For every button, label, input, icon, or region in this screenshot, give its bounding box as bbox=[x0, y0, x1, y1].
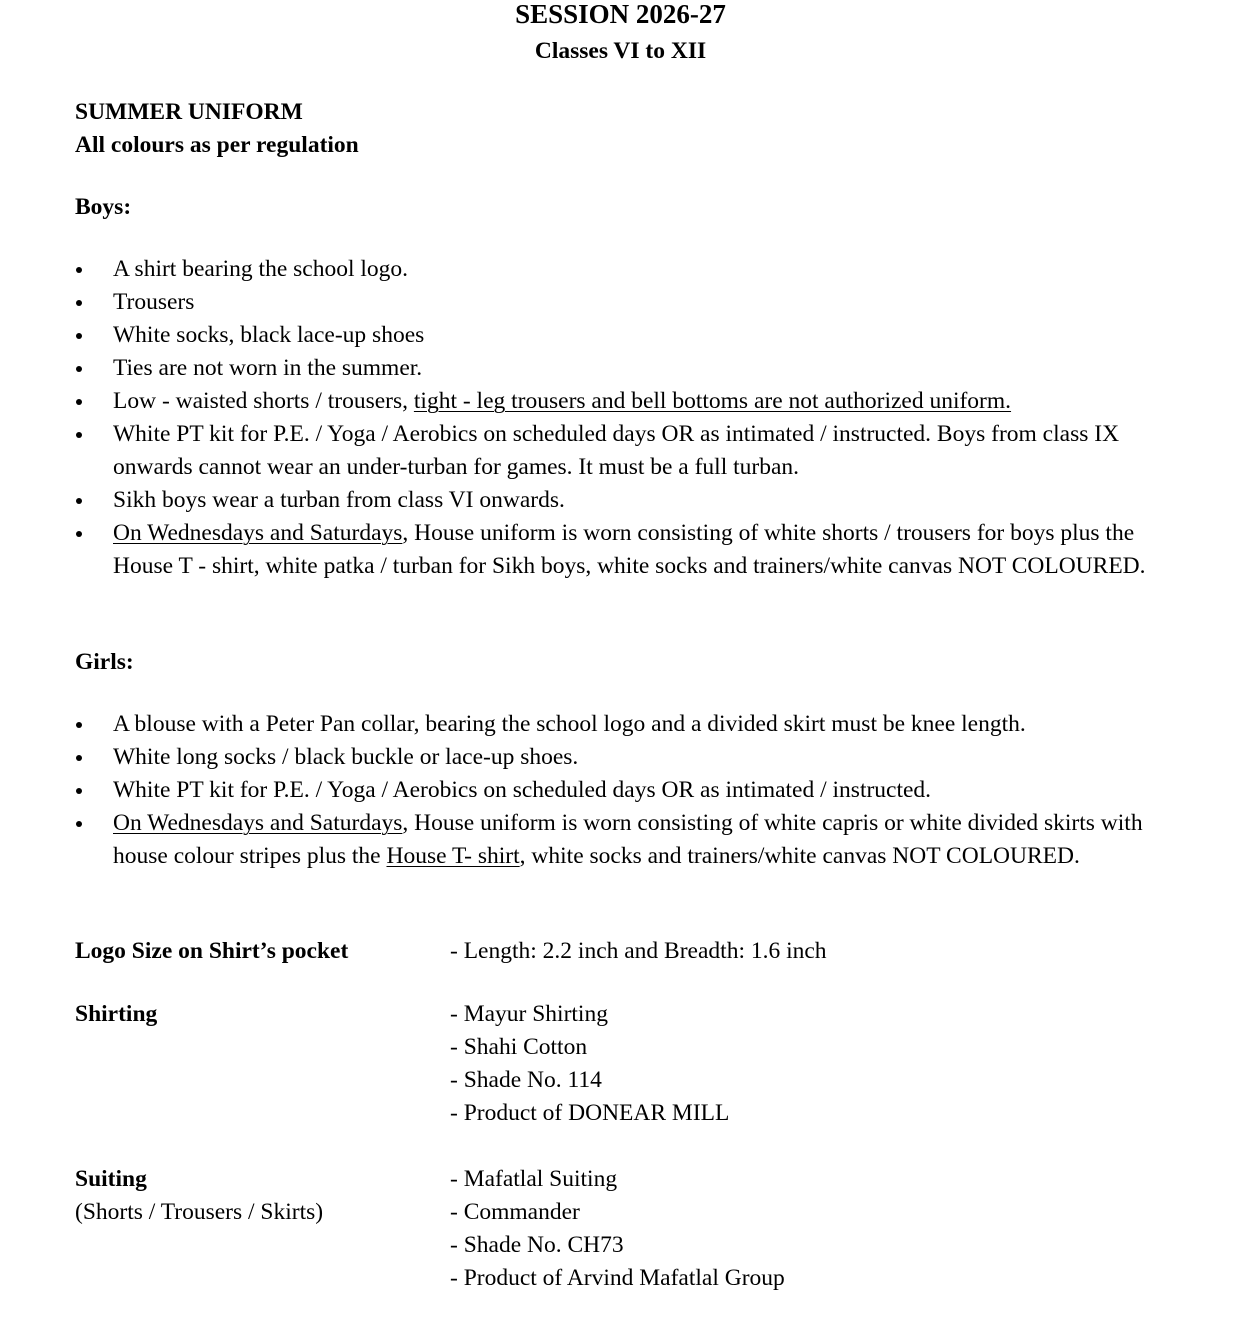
list-item bbox=[75, 708, 1185, 741]
underlined-text: House T- shirt bbox=[386, 843, 520, 869]
list-item bbox=[75, 517, 1185, 583]
item-text: Trousers bbox=[113, 289, 195, 315]
underlined-text: tight - leg trousers and bell bottoms are not authorized uniform. bbox=[413, 388, 1012, 414]
suiting-label: Suiting bbox=[75, 1166, 147, 1192]
item-text: Ties are not worn in the summer. bbox=[113, 355, 423, 381]
shirting-value: - Mayur Shirting bbox=[450, 1001, 608, 1027]
item-text: Low - waisted shorts / trousers, bbox=[113, 388, 414, 414]
shirting-value: - Shahi Cotton bbox=[450, 1034, 588, 1060]
session-title: SESSION 2026-27 bbox=[515, 0, 726, 29]
list-item bbox=[75, 484, 1185, 517]
item-text: White long socks / black buckle or lace-up shoes. bbox=[113, 744, 579, 770]
classes-subtitle: Classes VI to XII bbox=[534, 38, 707, 64]
item-text: , House uniform is worn consisting of white capris or white divided skirts with house colour stripes plus the bbox=[113, 810, 1143, 869]
list-item bbox=[75, 385, 1185, 418]
suiting-sublabel: (Shorts / Trousers / Skirts) bbox=[75, 1199, 324, 1225]
boys-heading: Boys: bbox=[75, 194, 132, 220]
girls-list bbox=[75, 708, 1185, 873]
list-item bbox=[75, 286, 1185, 319]
logo-size-label: Logo Size on Shirt’s pocket bbox=[75, 938, 349, 964]
list-item bbox=[75, 319, 1185, 352]
suiting-value: - Commander bbox=[450, 1199, 580, 1225]
suiting-value: - Mafatlal Suiting bbox=[450, 1166, 618, 1192]
list-item bbox=[75, 741, 1185, 774]
list-item bbox=[75, 774, 1185, 807]
suiting-value: - Shade No. CH73 bbox=[450, 1232, 624, 1258]
list-item bbox=[75, 352, 1185, 385]
item-text: A shirt bearing the school logo. bbox=[113, 256, 409, 282]
item-text: A blouse with a Peter Pan collar, bearing the school logo and a divided skirt must be knee length. bbox=[113, 711, 1026, 737]
item-text: White PT kit for P.E. / Yoga / Aerobics on scheduled days OR as intimated / instructed. Boys from class IX onwards cannot wear an under-turban for games. It must be a full turban. bbox=[113, 421, 1120, 480]
item-text: , white socks and trainers/white canvas NOT COLOURED. bbox=[519, 843, 1080, 869]
shirting-values bbox=[450, 998, 729, 1130]
logo-size-value: - Length: 2.2 inch and Breadth: 1.6 inch bbox=[450, 938, 827, 964]
girls-heading: Girls: bbox=[75, 649, 134, 675]
list-item bbox=[75, 253, 1185, 286]
item-text: White socks, black lace-up shoes bbox=[113, 322, 425, 348]
shirting-value: - Shade No. 114 bbox=[450, 1067, 602, 1093]
suiting-values bbox=[450, 1163, 785, 1295]
suiting-value: - Product of Arvind Mafatlal Group bbox=[450, 1265, 785, 1291]
colours-regulation-note: All colours as per regulation bbox=[75, 132, 359, 158]
summer-uniform-heading: SUMMER UNIFORM bbox=[75, 99, 303, 125]
item-text: White PT kit for P.E. / Yoga / Aerobics on scheduled days OR as intimated / instructed. bbox=[113, 777, 932, 803]
item-text: Sikh boys wear a turban from class VI onwards. bbox=[113, 487, 565, 513]
list-item bbox=[75, 418, 1185, 484]
list-item bbox=[75, 807, 1185, 873]
boys-list bbox=[75, 253, 1185, 583]
underlined-text: On Wednesdays and Saturdays bbox=[113, 520, 403, 546]
shirting-value: - Product of DONEAR MILL bbox=[450, 1100, 730, 1126]
shirting-label: Shirting bbox=[75, 1001, 158, 1027]
underlined-text: On Wednesdays and Saturdays bbox=[113, 810, 403, 836]
item-text: , House uniform is worn consisting of white shorts / trousers for boys plus the House T - shirt, white patka / turban for Sikh boys, white socks and trainers/white canvas NOT COLOURED. bbox=[113, 520, 1146, 579]
